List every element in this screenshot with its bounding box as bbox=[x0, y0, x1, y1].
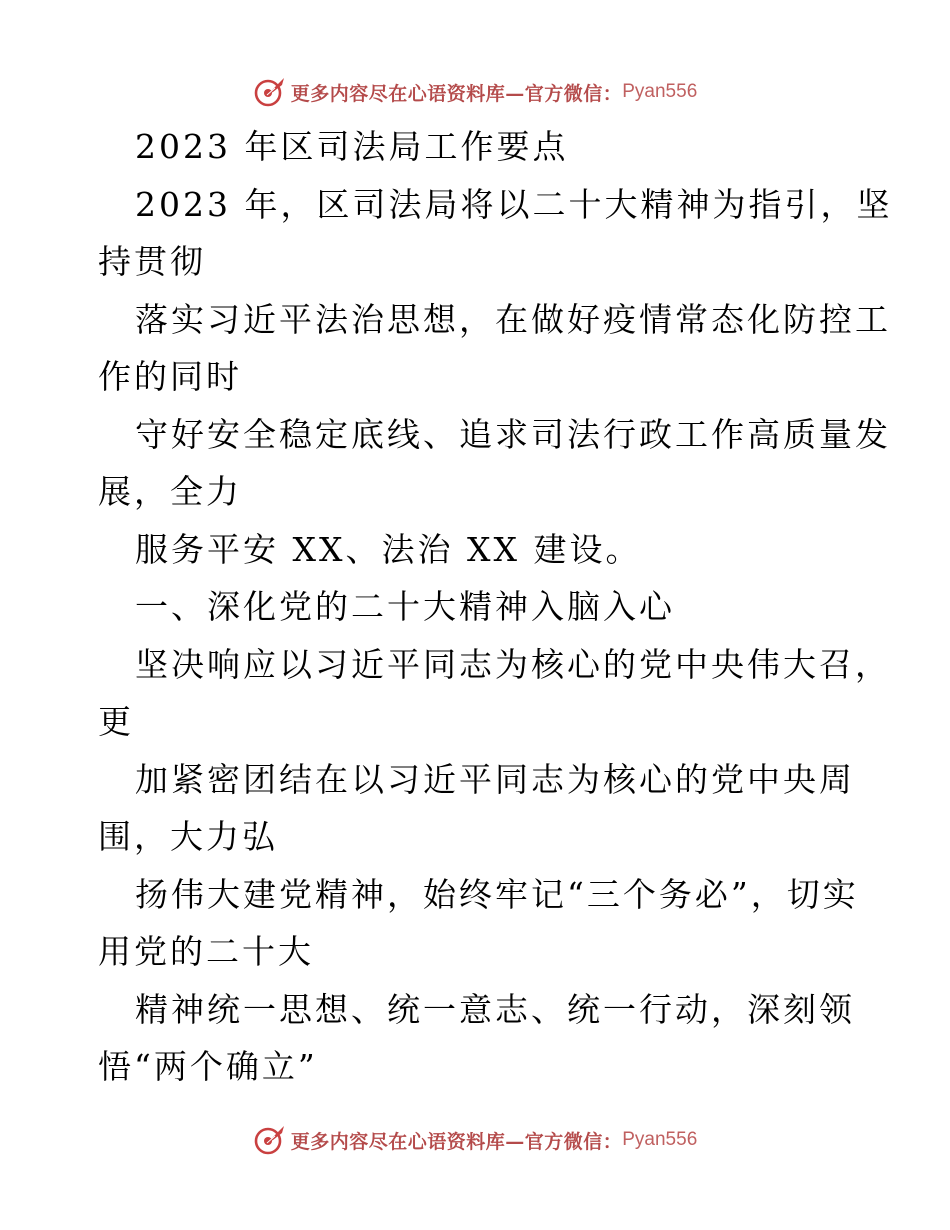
paragraph-line: 更 bbox=[98, 702, 134, 741]
section-heading: 一、深化党的二十大精神入脑入心 bbox=[135, 587, 675, 626]
paragraph-line: 守好安全稳定底线、追求司法行政工作高质量发 bbox=[135, 414, 891, 454]
paragraph-line: 坚决响应以习近平同志为核心的党中央伟大召， bbox=[135, 644, 891, 684]
quill-logo-icon bbox=[253, 75, 287, 109]
paragraph-line: 悟“两个确立” bbox=[98, 1047, 318, 1086]
paragraph-line: 服务平安 XX、法治 XX 建设。 bbox=[135, 529, 642, 569]
watermark-account: Pyan556 bbox=[622, 81, 698, 102]
paragraph-line: 展，全力 bbox=[98, 472, 242, 511]
paragraph-line: 加紧密团结在以习近平同志为核心的党中央周 bbox=[135, 759, 855, 799]
paragraph-line: 落实习近平法治思想，在做好疫情常态化防控工 bbox=[135, 299, 891, 339]
watermark-account: Pyan556 bbox=[622, 1129, 698, 1150]
document-title: 2023 年区司法局工作要点 bbox=[135, 127, 569, 166]
paragraph-line: 扬伟大建党精神，始终牢记“三个务必”，切实 bbox=[135, 874, 859, 914]
paragraph-line: 持贯彻 bbox=[98, 242, 206, 281]
paragraph-line: 作的同时 bbox=[98, 357, 242, 396]
quill-logo-icon bbox=[253, 1123, 287, 1157]
document-body bbox=[98, 118, 893, 1096]
paragraph-line: 2023 年，区司法局将以二十大精神为指引，坚 bbox=[135, 184, 893, 224]
paragraph-line: 围，大力弘 bbox=[98, 817, 278, 856]
footer-watermark bbox=[0, 1120, 950, 1160]
header-watermark bbox=[0, 72, 950, 112]
paragraph-line: 用党的二十大 bbox=[98, 932, 314, 971]
paragraph-line: 精神统一思想、统一意志、统一行动，深刻领 bbox=[135, 989, 855, 1029]
watermark-label: 更多内容尽在心语资料库—官方微信： bbox=[290, 82, 623, 105]
watermark-label: 更多内容尽在心语资料库—官方微信： bbox=[290, 1130, 623, 1153]
